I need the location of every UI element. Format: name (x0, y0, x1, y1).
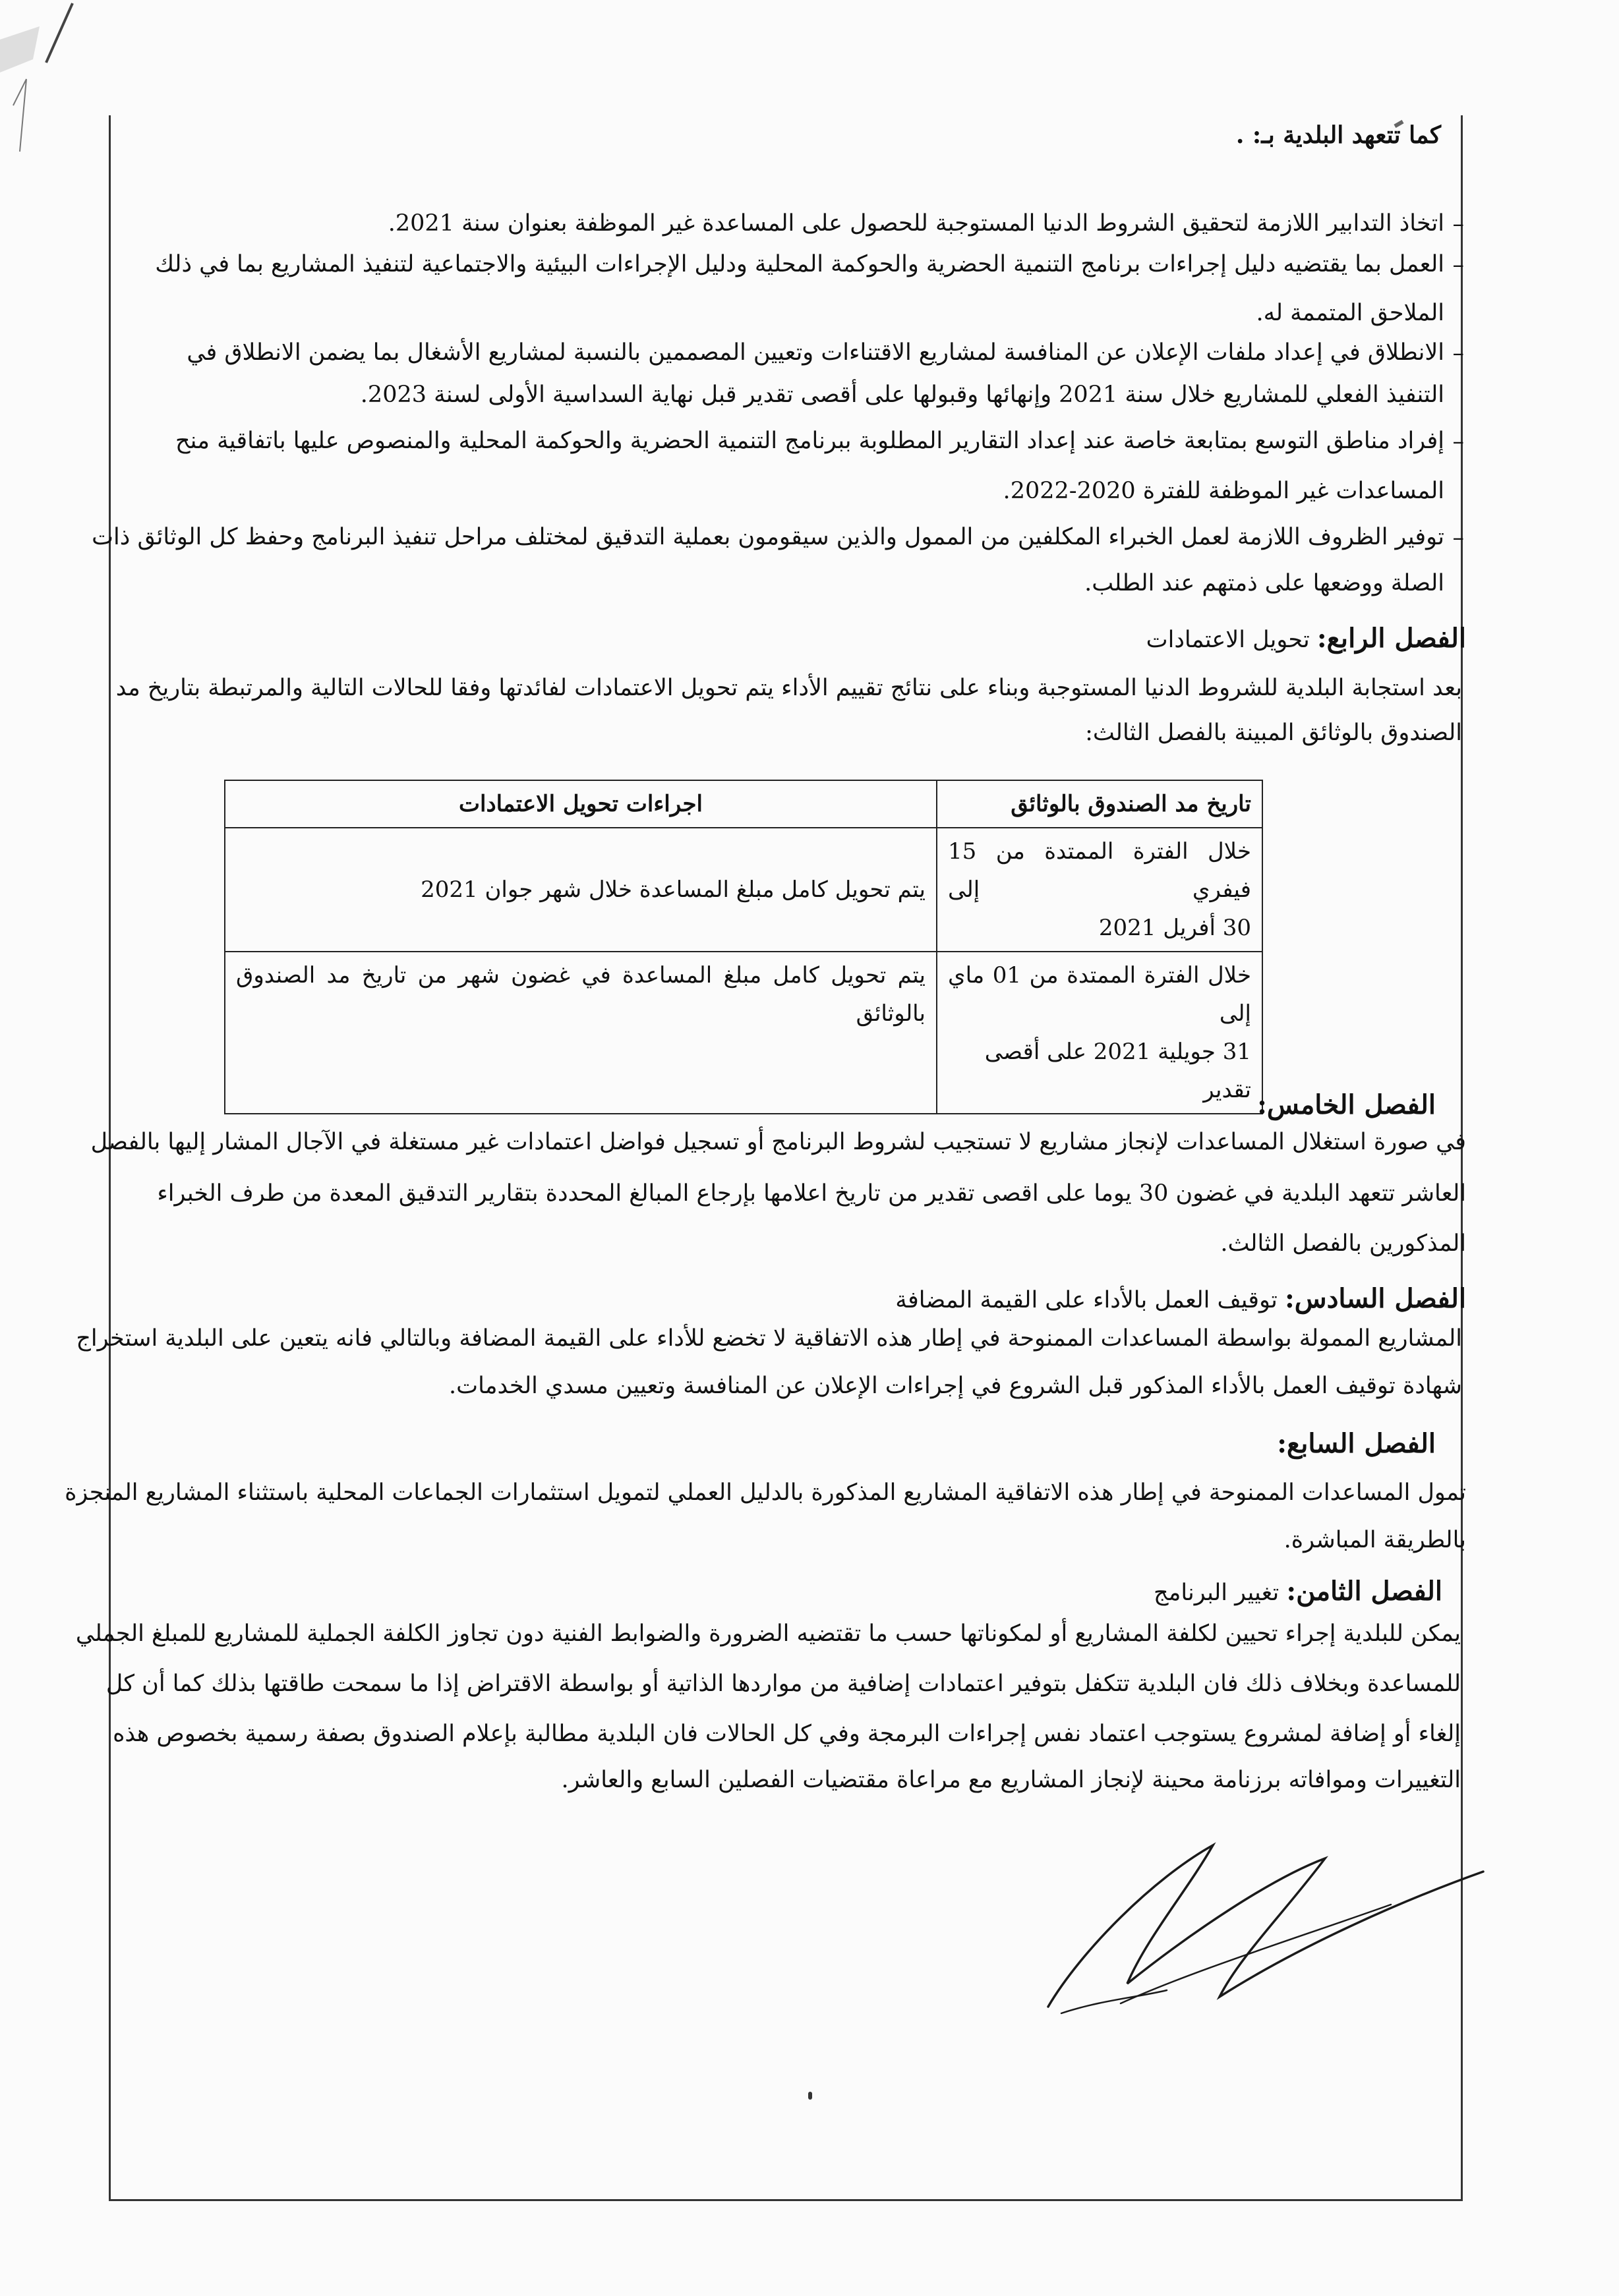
chapter-8-line: يمكن للبلدية إجراء تحيين لكلفة المشاريع أو لمكوناتها حسب ما تقتضيه الضرورة والضوابط الفنية دون تجاوز الكلفة الجملية للمشاريع للمبلغ الجملي (75, 1621, 1461, 1647)
cell-line: يتم تحويل كامل مبلغ المساعدة خلال شهر جوان 2021 (421, 876, 926, 903)
chapter-6-heading: الفصل السادس: (1284, 1283, 1466, 1314)
table-cell-date (937, 828, 1262, 952)
commitment-line: الانطلاق في إعداد ملفات الإعلان عن المنافسة لمشاريع الاقتناءات وتعيين المصممين بالنسبة لمشاريع الأشغال بما يضمن الانطلاق في (187, 339, 1444, 366)
chapter-4-heading: الفصل الرابع: (1316, 623, 1466, 654)
bullet-dash: – (1452, 428, 1464, 455)
chapter-5-heading: الفصل الخامس: (1257, 1089, 1436, 1120)
cell-line: 31 جويلية 2021 على أقصى تقدير (984, 1039, 1251, 1103)
bullet-dash: – (1452, 525, 1464, 551)
chapter-5-line: العاشر تتعهد البلدية في غضون 30 يوما على اقصى تقدير من تاريخ اعلامها بإرجاع المبالغ المحددة بتقارير التدقيق المعدة من طرف الخبراء (157, 1180, 1466, 1207)
chapter-8-subtitle: تغيير البرنامج (1154, 1580, 1280, 1606)
table-header-date: تاريخ مد الصندوق بالوثائق (937, 780, 1262, 828)
chapter-6-line: المشاريع الممولة بواسطة المساعدات الممنوحة في إطار هذه الاتفاقية لا تخضع للأداء على القيمة المضافة وبالتالي فانه يتعين على البلدية استخراج (76, 1325, 1462, 1352)
scan-speck (808, 2092, 812, 2100)
chapter-6-heading-row (895, 1280, 1466, 1319)
commitment-line: الصلة ووضعها على ذمتهم عند الطلب. (1084, 570, 1444, 596)
commitment-line: توفير الظروف اللازمة لعمل الخبراء المكلفين من الممول والذين سيقومون بعملية التدقيق لمختلف مراحل تنفيذ البرنامج وحفظ كل الوثائق ذات (92, 524, 1444, 550)
chapter-4-line: الصندوق بالوثائق المبينة بالفصل الثالث: (1085, 720, 1462, 746)
handwritten-signature (1022, 1832, 1496, 2030)
chapter-8-heading: الفصل الثامن: (1286, 1576, 1442, 1607)
chapter-5-line: المذكورين بالفصل الثالث. (1220, 1230, 1466, 1257)
chapter-8-line: إلغاء أو إضافة لمشروع يستوجب اعتماد نفس إجراءات البرمجة وفي كل الحالات فان البلدية مطالبة بإعلام الصندوق بصفة رسمية بخصوص هذه (113, 1721, 1461, 1747)
chapter-7-line: بالطريقة المباشرة. (1283, 1527, 1466, 1553)
chapter-7-heading: الفصل السابع: (1277, 1428, 1436, 1459)
table-cell-action (225, 828, 937, 952)
chapter-4-line: بعد استجابة البلدية للشروط الدنيا المستوجبة وبناء على نتائج تقييم الأداء يتم تحويل الاعتمادات لفائدتها وفقا للحالات التالية والمرتبطة بتاريخ مد (115, 675, 1462, 701)
bullet-dash: – (1452, 340, 1464, 366)
cell-line: يتم تحويل كامل مبلغ المساعدة في غضون شهر من تاريخ مد الصندوق (236, 962, 926, 989)
cell-line: 30 أفريل 2021 (1098, 915, 1251, 941)
commitment-line: المساعدات غير الموظفة للفترة 2020-2022. (1003, 478, 1444, 504)
commitment-line: العمل بما يقتضيه دليل إجراءات برنامج التنمية الحضرية والحوكمة المحلية ودليل الإجراءات البيئية والاجتماعية لتنفيذ المشاريع بما في ذلك (155, 251, 1444, 277)
chapter-7-line: تمول المساعدات الممنوحة في إطار هذه الاتفاقية المشاريع المذكورة بالدليل العملي لتمويل استثمارات الجماعات المحلية باستثناء المشاريع المنجزة (65, 1479, 1466, 1506)
commitment-line: الملاحق المتممة له. (1256, 300, 1444, 326)
transfer-table (224, 780, 1263, 1114)
scan-artifact (0, 0, 92, 198)
table-row (225, 952, 1262, 1114)
cell-line: خلال الفترة الممتدة من 01 ماي إلى (948, 962, 1251, 1027)
chapter-8-line: التغييرات وموافاته برزنامة محينة لإنجاز المشاريع مع مراعاة مقتضيات الفصلين السابع والعاشر. (561, 1767, 1461, 1793)
cell-line: بالوثائق (856, 1000, 926, 1027)
bullet-dash: – (1452, 211, 1464, 237)
chapter-8-line: للمساعدة وبخلاف ذلك فان البلدية تتكفل بتوفير اعتمادات إضافية من مواردها الذاتية أو بواسطة الاقتراض إذا ما سمحت طاقتها بذلك كما أن كل (105, 1671, 1461, 1697)
commitment-line: إفراد مناطق التوسع بمتابعة خاصة عند إعداد التقارير المطلوبة ببرنامج التنمية الحضرية والحوكمة المحلية والمنصوص عليها باتفاقية منح (175, 428, 1444, 454)
bullet-dash: – (1452, 252, 1464, 278)
cell-line: خلال الفترة الممتدة من 15 فيفري إلى (948, 838, 1251, 903)
commitment-line: اتخاذ التدابير اللازمة لتحقيق الشروط الدنيا المستوجبة للحصول على المساعدة غير الموظفة بعنوان سنة 2021. (388, 210, 1444, 237)
table-row (225, 828, 1262, 952)
chapter-4-subtitle: تحويل الاعتمادات (1146, 627, 1310, 653)
chapter-6-line: شهادة توقيف العمل بالأداء المذكور قبل الشروع في إجراءات الإعلان عن المنافسة وتعيين مسدي الخدمات. (449, 1373, 1462, 1399)
commitment-line: التنفيذ الفعلي للمشاريع خلال سنة 2021 وإنهائها وقبولها على أقصى تقدير قبل نهاية السداسية الأولى لسنة 2023. (360, 382, 1444, 408)
chapter-5-line: في صورة استغلال المساعدات لإنجاز مشاريع لا تستجيب لشروط البرنامج أو تسجيل فواضل اعتمادات غير مستغلة في الآجال المشار إليها بالفصل (90, 1129, 1466, 1155)
table-header-action: اجراءات تحويل الاعتمادات (225, 780, 937, 828)
chapter-6-subtitle: توقيف العمل بالأداء على القيمة المضافة (895, 1287, 1278, 1313)
table-header-row (225, 780, 1262, 828)
intro-line: كما تتعهد البلدية بـ: . (1235, 121, 1441, 149)
chapter-8-heading-row (1154, 1572, 1442, 1612)
table-cell-action (225, 952, 937, 1114)
chapter-4-heading-row (1146, 619, 1466, 659)
table-cell-date (937, 952, 1262, 1114)
